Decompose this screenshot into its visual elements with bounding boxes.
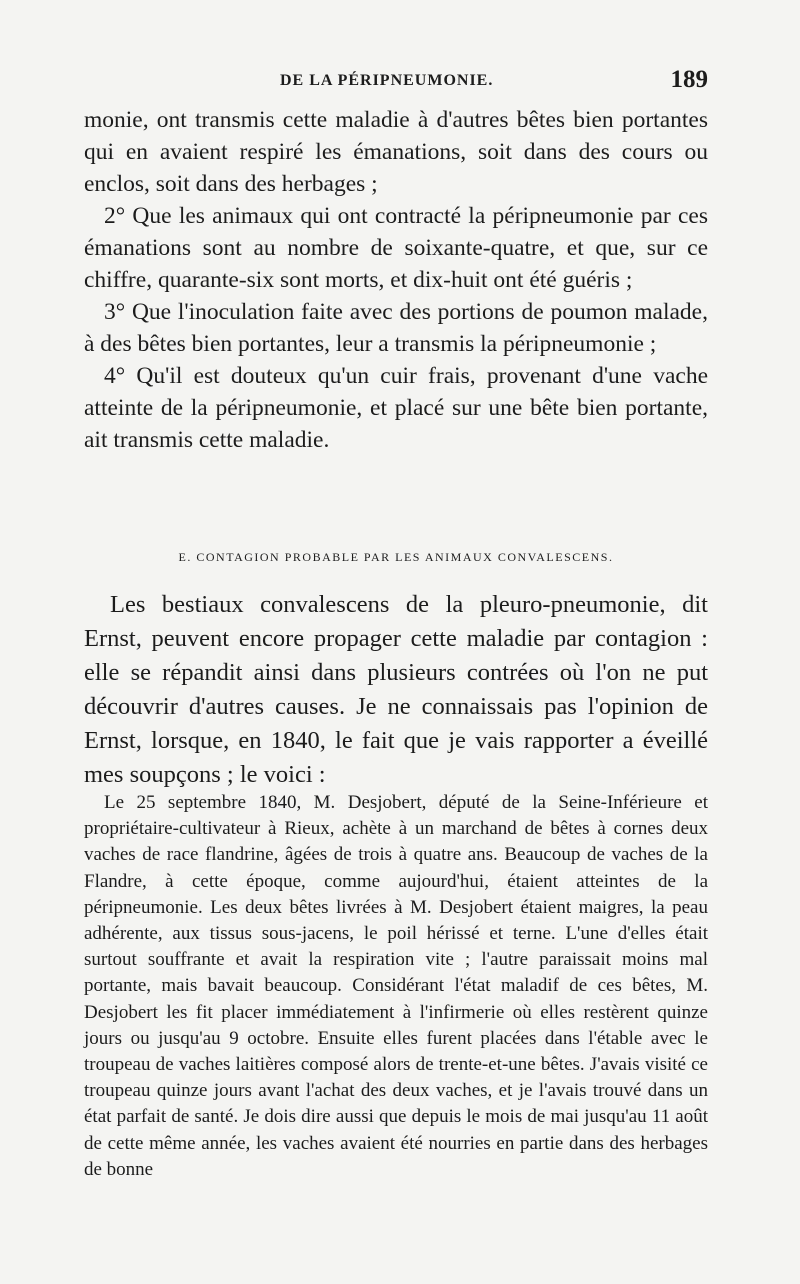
paragraph-point-3: 3° Que l'inoculation faite avec des portions de poumon malade, à des bêtes bien portantes, leur a transmis la péripneumonie ;	[84, 299, 708, 357]
page-number: 189	[670, 66, 708, 93]
paragraph-ernst: Les bestiaux convalescens de la pleuro-pneumonie, dit Ernst, peuvent encore propager cette maladie par contagion : elle se répandit ainsi dans plusieurs contrées où l'on ne put découvrir d'autres causes. Je ne connaissais pas l'opinion de Ernst, lorsque, en 1840, le fait que je vais rapporter a éveillé mes soupçons ; le voici :	[84, 591, 708, 788]
ernst-block	[84, 588, 708, 792]
running-head: DE LA PÉRIPNEUMONIE.	[280, 72, 494, 89]
paragraph-case-report: Le 25 septembre 1840, M. Desjobert, député de la Seine-Inférieure et propriétaire-cultivateur à Rieux, achète à un marchand de bêtes à cornes deux vaches de race flandrine, âgées de trois à quatre ans. Beaucoup de vaches de la Flandre, à cette époque, comme aujourd'hui, étaient atteintes de la péripneumonie. Les deux bêtes livrées à M. Desjobert étaient maigres, la peau adhérente, aux tissus sous-jacens, le poil hérissé et terne. L'une d'elles était surtout souffrante et avait la respiration vite ; l'autre paraissait moins mal portante, mais bavait beaucoup. Considérant l'état maladif de ces bêtes, M. Desjobert les fit placer immédiatement à l'infirmerie où elles restèrent quinze jours ou jusqu'au 9 octobre. Ensuite elles furent placées dans l'étable avec le troupeau de vaches laitières composé alors de trente-et-une bêtes. J'avais visité ce troupeau quinze jours avant l'achat des deux vaches, et je l'avais trouvé dans un état parfait de santé. Je dois dire aussi que depuis le mois de mai jusqu'au 11 août de cette même année, les vaches avaient été nourries en partie dans des herbages de bonne	[84, 792, 708, 1180]
section-title: E. CONTAGION PROBABLE PAR LES ANIMAUX CONVALESCENS.	[178, 550, 614, 564]
paragraph-point-4: 4° Qu'il est douteux qu'un cuir frais, provenant d'une vache atteinte de la péripneumonie, et placé sur une bête bien portante, ait transmis cette maladie.	[84, 363, 708, 453]
conclusions-block	[84, 104, 708, 456]
paragraph-continuation: monie, ont transmis cette maladie à d'autres bêtes bien portantes qui en avaient respiré les émanations, soit dans des cours ou enclos, soit dans des herbages ;	[84, 107, 708, 197]
case-report-block	[84, 790, 708, 1183]
page-header	[84, 66, 708, 96]
paragraph-point-2: 2° Que les animaux qui ont contracté la péripneumonie par ces émanations sont au nombre de soixante-quatre, et que, sur ce chiffre, quarante-six sont morts, et dix-huit ont été guéris ;	[84, 203, 708, 293]
